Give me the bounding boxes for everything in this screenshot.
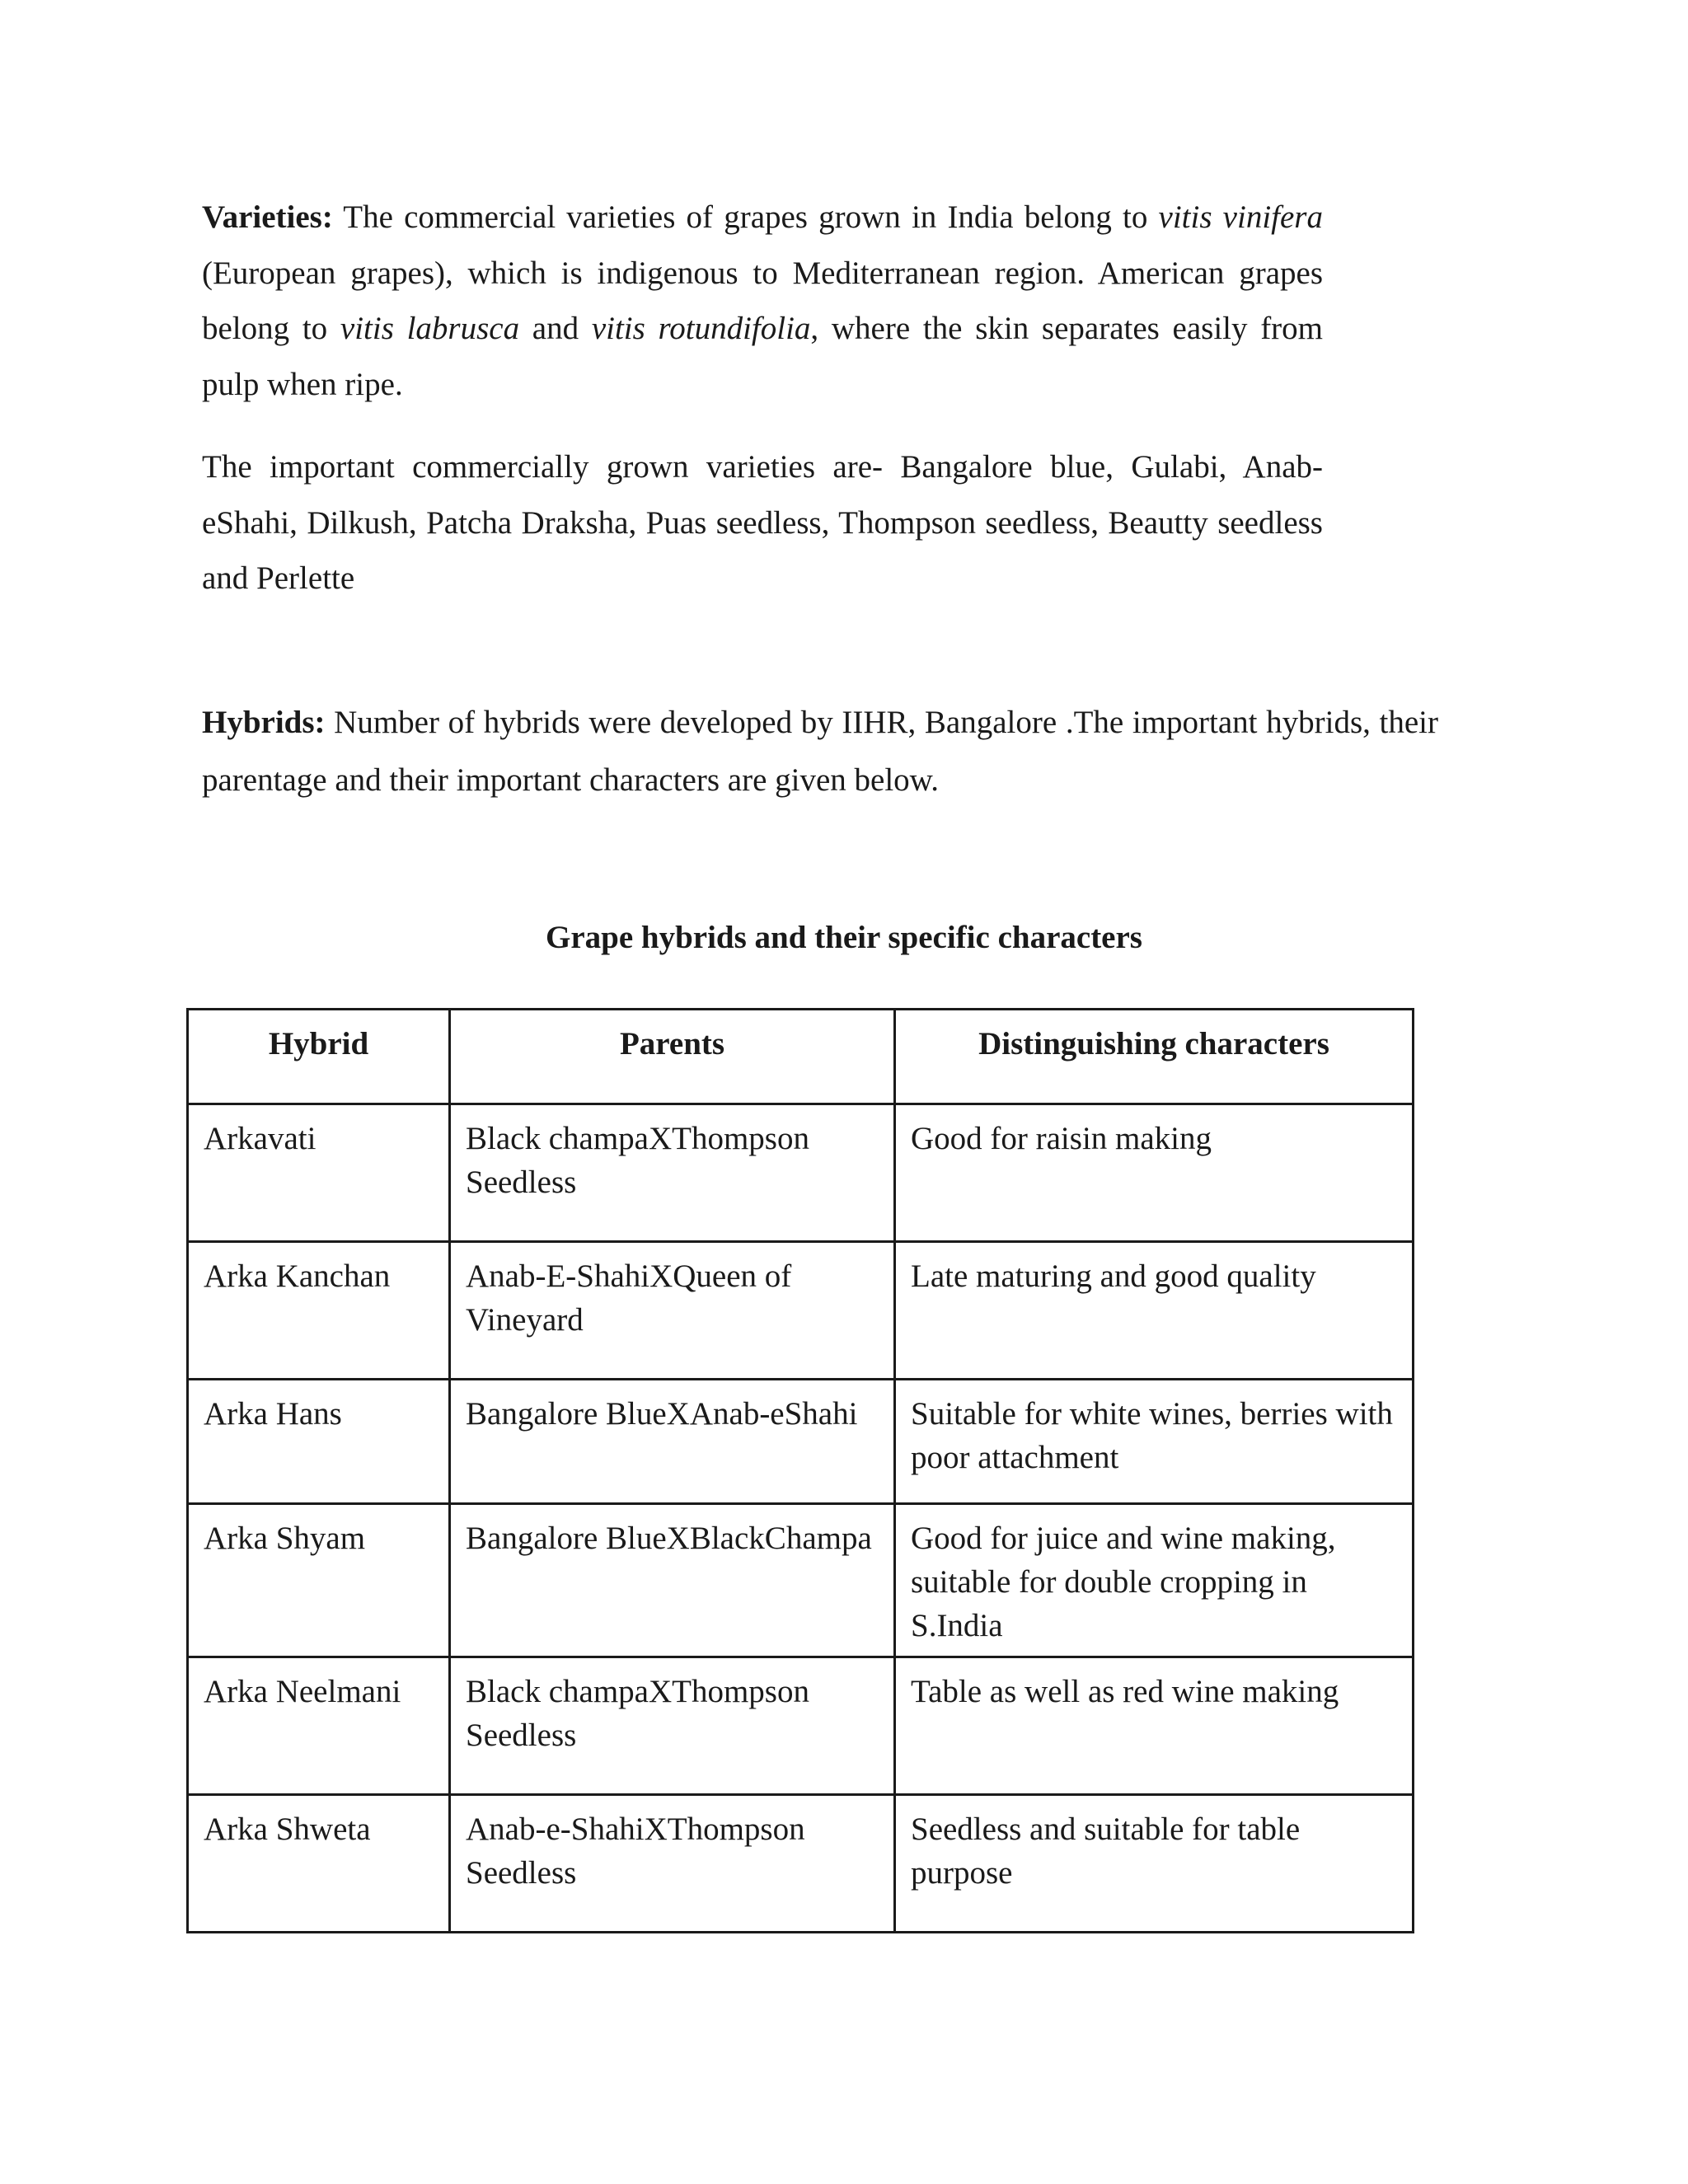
cell-parents: Anab-E-ShahiXQueen of Vineyard <box>450 1242 895 1380</box>
header-hybrid: Hybrid <box>188 1010 450 1104</box>
table-row <box>188 1242 1414 1380</box>
cell-characters: Suitable for white wines, berries with poor attachment <box>895 1380 1414 1504</box>
cell-hybrid: Arka Neelmani <box>188 1657 450 1795</box>
table-row <box>188 1657 1414 1795</box>
table-row <box>188 1504 1414 1657</box>
cell-parents: Black champaXThompson Seedless <box>450 1657 895 1795</box>
hybrids-text: Number of hybrids were developed by IIHR, Bangalore .The important hybrids, their parentage and their important characters are given below. <box>202 705 1438 798</box>
cell-parents: Black champaXThompson Seedless <box>450 1104 895 1242</box>
varieties-text-4: , where the skin separates easily from pulp when ripe. <box>202 311 1324 402</box>
cell-hybrid: Arkavati <box>188 1104 450 1242</box>
species-rotundifolia: vitis rotundifolia <box>591 311 811 346</box>
cell-characters: Table as well as red wine making <box>895 1657 1414 1795</box>
cell-characters: Good for raisin making <box>895 1104 1414 1242</box>
hybrids-table <box>186 1008 1414 1933</box>
table-row <box>188 1795 1414 1933</box>
cell-characters: Late maturing and good quality <box>895 1242 1414 1380</box>
cell-parents: Bangalore BlueXBlackChampa <box>450 1504 895 1657</box>
table-caption: Grape hybrids and their specific characters <box>546 920 1142 955</box>
species-vinifera: vitis vinifera <box>1158 199 1323 235</box>
species-labrusca: vitis labrusca <box>340 311 520 346</box>
varieties-text-3: and <box>519 311 592 346</box>
header-distinguishing-characters: Distinguishing characters <box>895 1010 1414 1104</box>
cell-parents: Bangalore BlueXAnab-eShahi <box>450 1380 895 1504</box>
cell-hybrid: Arka Kanchan <box>188 1242 450 1380</box>
header-parents: Parents <box>450 1010 895 1104</box>
cell-parents: Anab-e-ShahiXThompson Seedless <box>450 1795 895 1933</box>
table-row <box>188 1380 1414 1504</box>
varieties-text-1: The commercial varieties of grapes grown in India belong to <box>332 199 1159 235</box>
varieties-label: Varieties: <box>202 199 333 235</box>
important-varieties-paragraph: The important commercially grown varieties are- Bangalore blue, Gulabi, Anab-eShahi, Dilkush, Patcha Draksha, Puas seedless, Thompson seedless, Beautty seedless and Perlette <box>202 449 1323 596</box>
table-row <box>188 1104 1414 1242</box>
cell-hybrid: Arka Shyam <box>188 1504 450 1657</box>
cell-hybrid: Arka Shweta <box>188 1795 450 1933</box>
cell-hybrid: Arka Hans <box>188 1380 450 1504</box>
varieties-text-2: (European grapes), which is indigenous to Mediterranean region. American grapes belong to <box>202 255 1323 346</box>
cell-characters: Good for juice and wine making, suitable for double cropping in S.India <box>895 1504 1414 1657</box>
hybrids-label: Hybrids: <box>202 705 326 740</box>
varieties-paragraph <box>202 190 1323 412</box>
cell-characters: Seedless and suitable for table purpose <box>895 1795 1414 1933</box>
table-header-row <box>188 1010 1414 1104</box>
hybrids-paragraph <box>202 694 1438 809</box>
